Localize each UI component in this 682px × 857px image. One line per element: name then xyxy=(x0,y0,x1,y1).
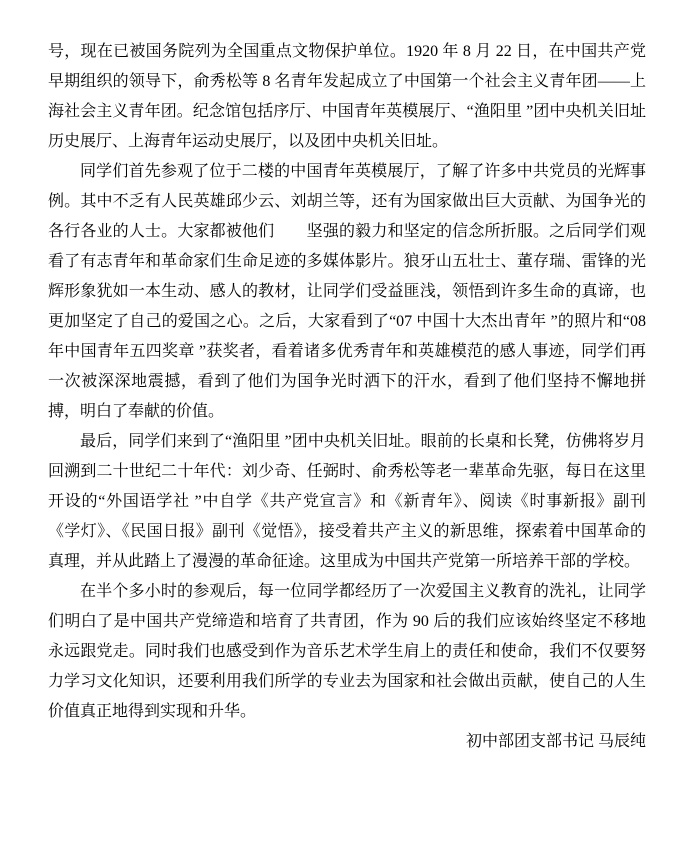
document-body xyxy=(48,37,646,757)
paragraph-3: 最后，同学们来到了“渔阳里 ”团中央机关旧址。眼前的长桌和长凳，仿佛将岁月回溯到二十世纪二十年代：刘少奇、任弼时、俞秀松等老一辈革命先驱，每日在这里开设的“外国语学社 ”中自学《共产党宣言》和《新青年》、阅读《时事新报》副刊《学灯》、《民国日报》副刊《觉悟》，接受着共产主义的新思维，探索着中国革命的真理，并从此踏上了漫漫的革命征途。这里成为中国共产党第一所培养干部的学校。 xyxy=(48,433,646,570)
paragraph-1: 号，现在已被国务院列为全国重点文物保护单位。1920 年 8 月 22 日，在中国共产党早期组织的领导下，俞秀松等 8 名青年发起成立了中国第一个社会主义青年团——上海社会主义青年团。纪念馆包括序厅、中国青年英模展厅、“渔阳里 ”团中央机关旧址历史展厅、上海青年运动史展厅，以及团中央机关旧址。 xyxy=(48,43,646,150)
signature-line: 初中部团支部书记 马辰纯 xyxy=(465,733,646,750)
paragraph-4: 在半个多小时的参观后，每一位同学都经历了一次爱国主义教育的洗礼，让同学们明白了是中国共产党缔造和培育了共青团，作为 90 后的我们应该始终坚定不移地永远跟党走。同时我们也感受到作为音乐艺术学生肩上的责任和使命，我们不仅要努力学习文化知识，还要利用我们所学的专业去为国家和社会做出贡献，使自己的人生价值真正地得到实现和升华。 xyxy=(48,583,646,720)
paragraph-2: 同学们首先参观了位于二楼的中国青年英模展厅，了解了许多中共党员的光辉事例。其中不乏有人民英雄邱少云、刘胡兰等，还有为国家做出巨大贡献、为国争光的各行各业的人士。大家都被他们 坚强的毅力和坚定的信念所折服。之后同学们观看了有志青年和革命家们生命足迹的多媒体影片。狼牙山五壮士、董存瑞、雷锋的光辉形象犹如一本生动、感人的教材，让同学们受益匪浅，领悟到许多生命的真谛，也更加坚定了自己的爱国之心。之后，大家看到了“07 中国十大杰出青年 ”的照片和“08 年中国青年五四奖章 ”获奖者，看着诸多优秀青年和英雄模范的感人事迹，同学们再一次被深深地震撼，看到了他们为国争光时洒下的汗水，看到了他们坚持不懈地拼搏，明白了奉献的价值。 xyxy=(48,163,646,420)
